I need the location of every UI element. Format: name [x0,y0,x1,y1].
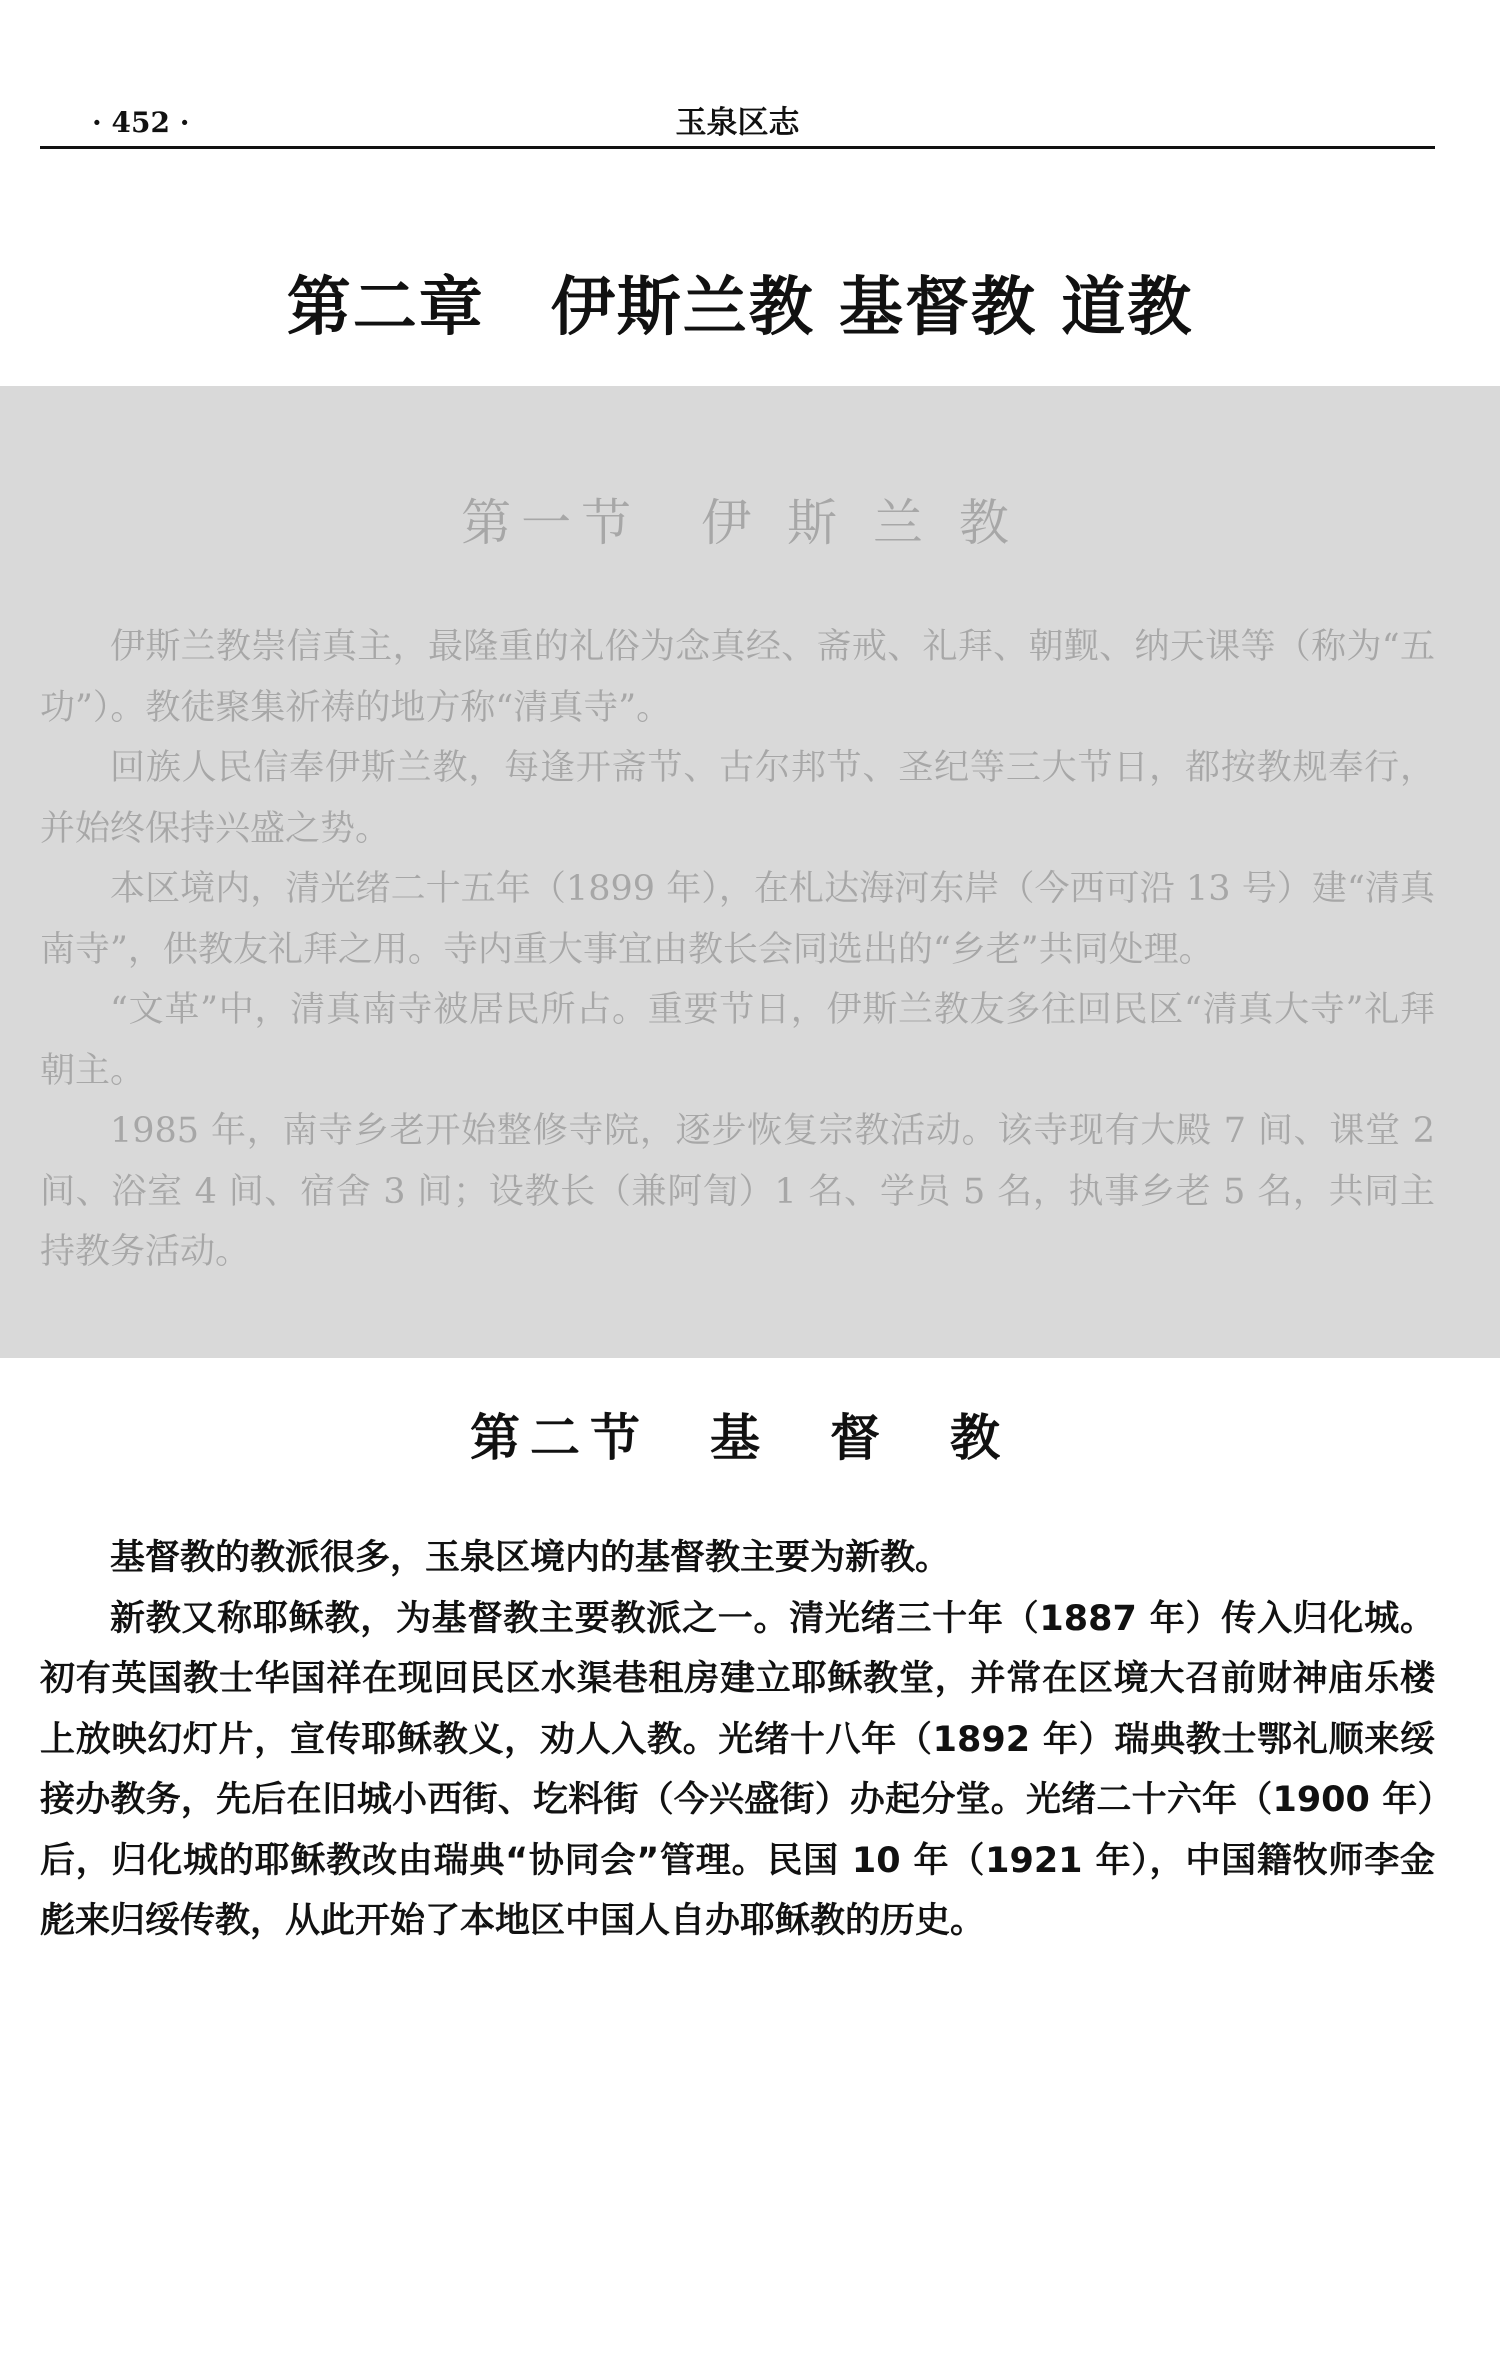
section-2-paragraph-1: 基督教的教派很多，玉泉区境内的基督教主要为新教。 [110,1538,951,1578]
section-1-paragraph-2: 回族人民信奉伊斯兰教，每逢开斋节、古尔邦节、圣纪等三大节日，都按教规奉行，并始终保持兴盛之势。 [40,748,1435,849]
section-2-paragraph-2: 新教又称耶稣教，为基督教主要教派之一。清光绪三十年（1887 年）传入归化城。初有英国教士华国祥在现回民区水渠巷租房建立耶稣教堂，并常在区境大召前财神庙乐楼上放映幻灯片，宣传耶稣教义，劝人入教。光绪十八年（1892 年）瑞典教士鄂礼顺来绥接办教务，先后在旧城小西街、圪料街（今兴盛街）办起分堂。光绪二十六年（1900 年）后，归化城的耶稣教改由瑞典“协同会”管理。民国 10 年（1921 年），中国籍牧师李金彪来归绥传教，从此开始了本地区中国人自办耶稣教的历史。 [40,1598,1435,1941]
section-2-title: 第二节 基 督 教 [470,1409,1010,1467]
section-1-paragraph-1: 伊斯兰教崇信真主，最隆重的礼俗为念真经、斋戒、礼拜、朝觐、纳天课等（称为“五功”）。教徒聚集祈祷的地方称“清真寺”。 [40,627,1435,728]
section-1-paragraph-5: 1985 年，南寺乡老开始整修寺院，逐步恢复宗教活动。该寺现有大殿 7 间、课堂 2 间、浴室 4 间、宿舍 3 间；设教长（兼阿訇）1 名、学员 5 名，执事乡老 5 名，共同主持教务活动。 [40,1111,1435,1272]
book-title: 玉泉区志 [675,105,800,141]
section-1-body [40,617,1435,1283]
chapter-title: 第二章 伊斯兰教 基督教 道教 [286,271,1194,345]
section-1-title: 第一节 伊 斯 兰 教 [461,494,1019,552]
running-header [40,100,1435,149]
section-2-body [40,1528,1435,1952]
section-1-paragraph-3: 本区境内，清光绪二十五年（1899 年），在札达海河东岸（今西可沿 13 号）建“清真南寺”，供教友礼拜之用。寺内重大事宜由教长会同选出的“乡老”共同处理。 [40,869,1435,970]
page-number: · 452 · [92,106,190,139]
section-1-paragraph-4: “文革”中，清真南寺被居民所占。重要节日，伊斯兰教友多往回民区“清真大寺”礼拜朝主。 [40,990,1435,1091]
